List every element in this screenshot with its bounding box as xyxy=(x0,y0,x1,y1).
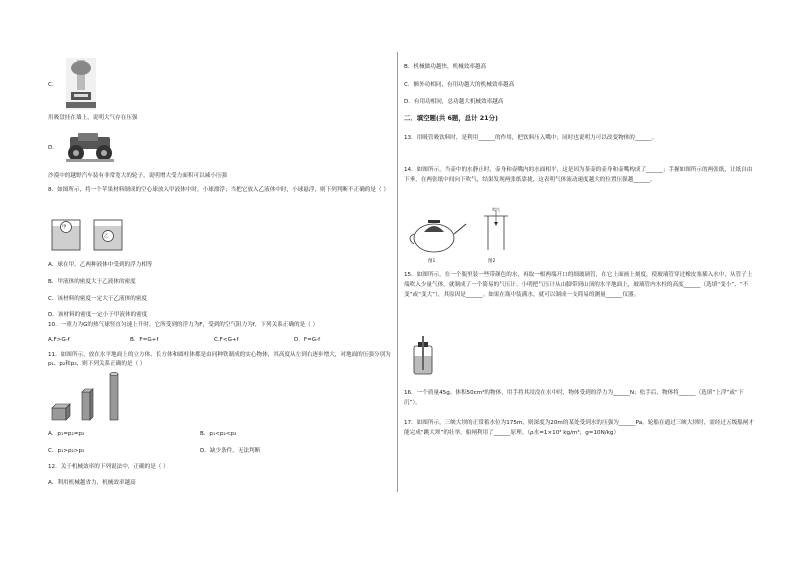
figure-1-label: 图1 xyxy=(428,259,436,264)
option-d-label: D. xyxy=(48,145,55,151)
question-10-option-d: D．F=G-f xyxy=(294,337,321,343)
question-8-option-a: A．球在甲、乙两种液体中受到的浮力相等 xyxy=(48,262,153,268)
option-c-label: C. xyxy=(48,82,54,88)
question-15: 15．如图所示，在一个瓶里装一些带颜色的水，再取一根两端开口的细玻璃管，在它上面画上刻度，使玻璃管穿过橡皮塞插入水中，从管子上端吹入少量气体，就制成了一个简易的气压计。小明把气压计从山脚带到山顶的水平地面上，玻璃管内水柱的高度______（选填“变小”、“不变”或“变大”），其原因是______。如果在瓶中装满水，就可以制成一支简易的测量______仪器。 xyxy=(404,272,753,298)
question-17: 17．如图所示，三峡大坝的正常蓄水位为175m，则深度为20m的某处受到水的压强为______Pa。轮船在通过三峡大坝时，需经过五级船闸才能完成“跳大坝”的壮举，船闸利用了______原理。（ρ水=1×10³ kg/m³，g=10N/kg） xyxy=(404,420,755,436)
option-d-caption: 沙漠中的越野汽车装有非常宽大的轮子，说明增大受力面积可以减小压强 xyxy=(48,173,228,179)
beaker-b-label: 乙 xyxy=(104,234,109,239)
question-11-option-a: A．p₁=p₂=p₃ xyxy=(48,431,85,437)
question-14: 14．如图所示，当壶中的水静止时，壶身和壶嘴内的水面相平，这是因为茶壶的壶身和壶嘴构成了______；手握如图所示的两张纸，让纸自由下垂，在两张纸中间向下吹气，结果发现两张纸靠拢，这表明气体流动速度越大的位置压强越______。 xyxy=(404,167,753,183)
question-10-option-b: B．F=G+f xyxy=(130,337,159,343)
question-8-option-c: C．该材料的密度一定大于乙液体的密度 xyxy=(48,296,148,302)
question-16: 16．一个质量45g、体积50cm³的物体，用手将其浸没在水中时，物体受到的浮力为______N；松手后，物体将______（选填“上浮”或“下沉”）。 xyxy=(404,390,744,406)
question-10-option-a: A.F>G-f xyxy=(48,337,70,343)
option-c-caption: 用吸盘挂在墙上，说明大气存在压强 xyxy=(48,115,138,121)
barometer-bottle-figure xyxy=(412,336,434,376)
teapot-and-papers-figure xyxy=(408,210,528,258)
question-12-option-c: C．额外功相同，有用功越大的机械效率越高 xyxy=(404,82,515,88)
question-10: 10．一重力为G的热气球竖直匀速上升时，它所受到的浮力为F，受到的空气阻力为f，下列关系正确的是（ ） xyxy=(48,322,319,328)
left-column xyxy=(38,0,393,562)
figure-2-label: 图2 xyxy=(488,259,496,264)
column-divider xyxy=(397,52,398,492)
question-11-option-c: C．p₁>p₂>p₃ xyxy=(48,448,85,454)
question-12: 12．关于机械效率的下列说法中，正确的是（ ） xyxy=(48,464,169,470)
question-12-option-b: B．机械做功越快，机械效率越高 xyxy=(404,64,487,70)
question-8-option-b: B．甲液体的密度大于乙液体的密度 xyxy=(48,279,136,285)
question-12-option-a: A．利用机械越省力，机械效率越高 xyxy=(48,480,136,486)
blow-label: 吹气 xyxy=(492,207,500,212)
suction-cup-figure xyxy=(66,58,96,110)
section-fill-in-heading: 二．填空题(共 6题，总计 21分) xyxy=(404,114,498,122)
off-road-car-figure xyxy=(66,133,114,163)
question-13: 13．用吸管吸饮料时，是利用______的作用，把饮料压入嘴中；同时也说明力可以改变物体的______。 xyxy=(404,135,658,141)
question-10-option-c: C.F<G+f xyxy=(214,337,239,343)
question-11-option-d: D．缺少条件，无法判断 xyxy=(200,448,261,454)
question-8-option-d: D．该材料的密度一定小于甲液体的密度 xyxy=(48,312,148,318)
right-column xyxy=(404,0,762,562)
beaker-a-label: 甲 xyxy=(62,225,67,230)
solids-figure xyxy=(50,370,130,422)
question-11: 11．如图所示，放在水平地面上的立方体、长方体和圆柱体都是由同种铁制成的实心物体，其高度从左到右逐步增大，对地面的压强分别为p₁、p₂和p₃，则下列关系正确的是（ ） xyxy=(48,352,391,367)
question-12-option-d: D．有用功相同，总功越大机械效率越高 xyxy=(404,99,504,105)
question-11-option-b: B．p₁<p₂<p₃ xyxy=(200,431,237,437)
question-8: 8．如图所示，将一个苹果材料制成的空心球放入甲液体中时，小球漂浮；当把它放入乙液体中时，小球悬浮，则下列判断不正确的是（ ） xyxy=(48,187,389,193)
